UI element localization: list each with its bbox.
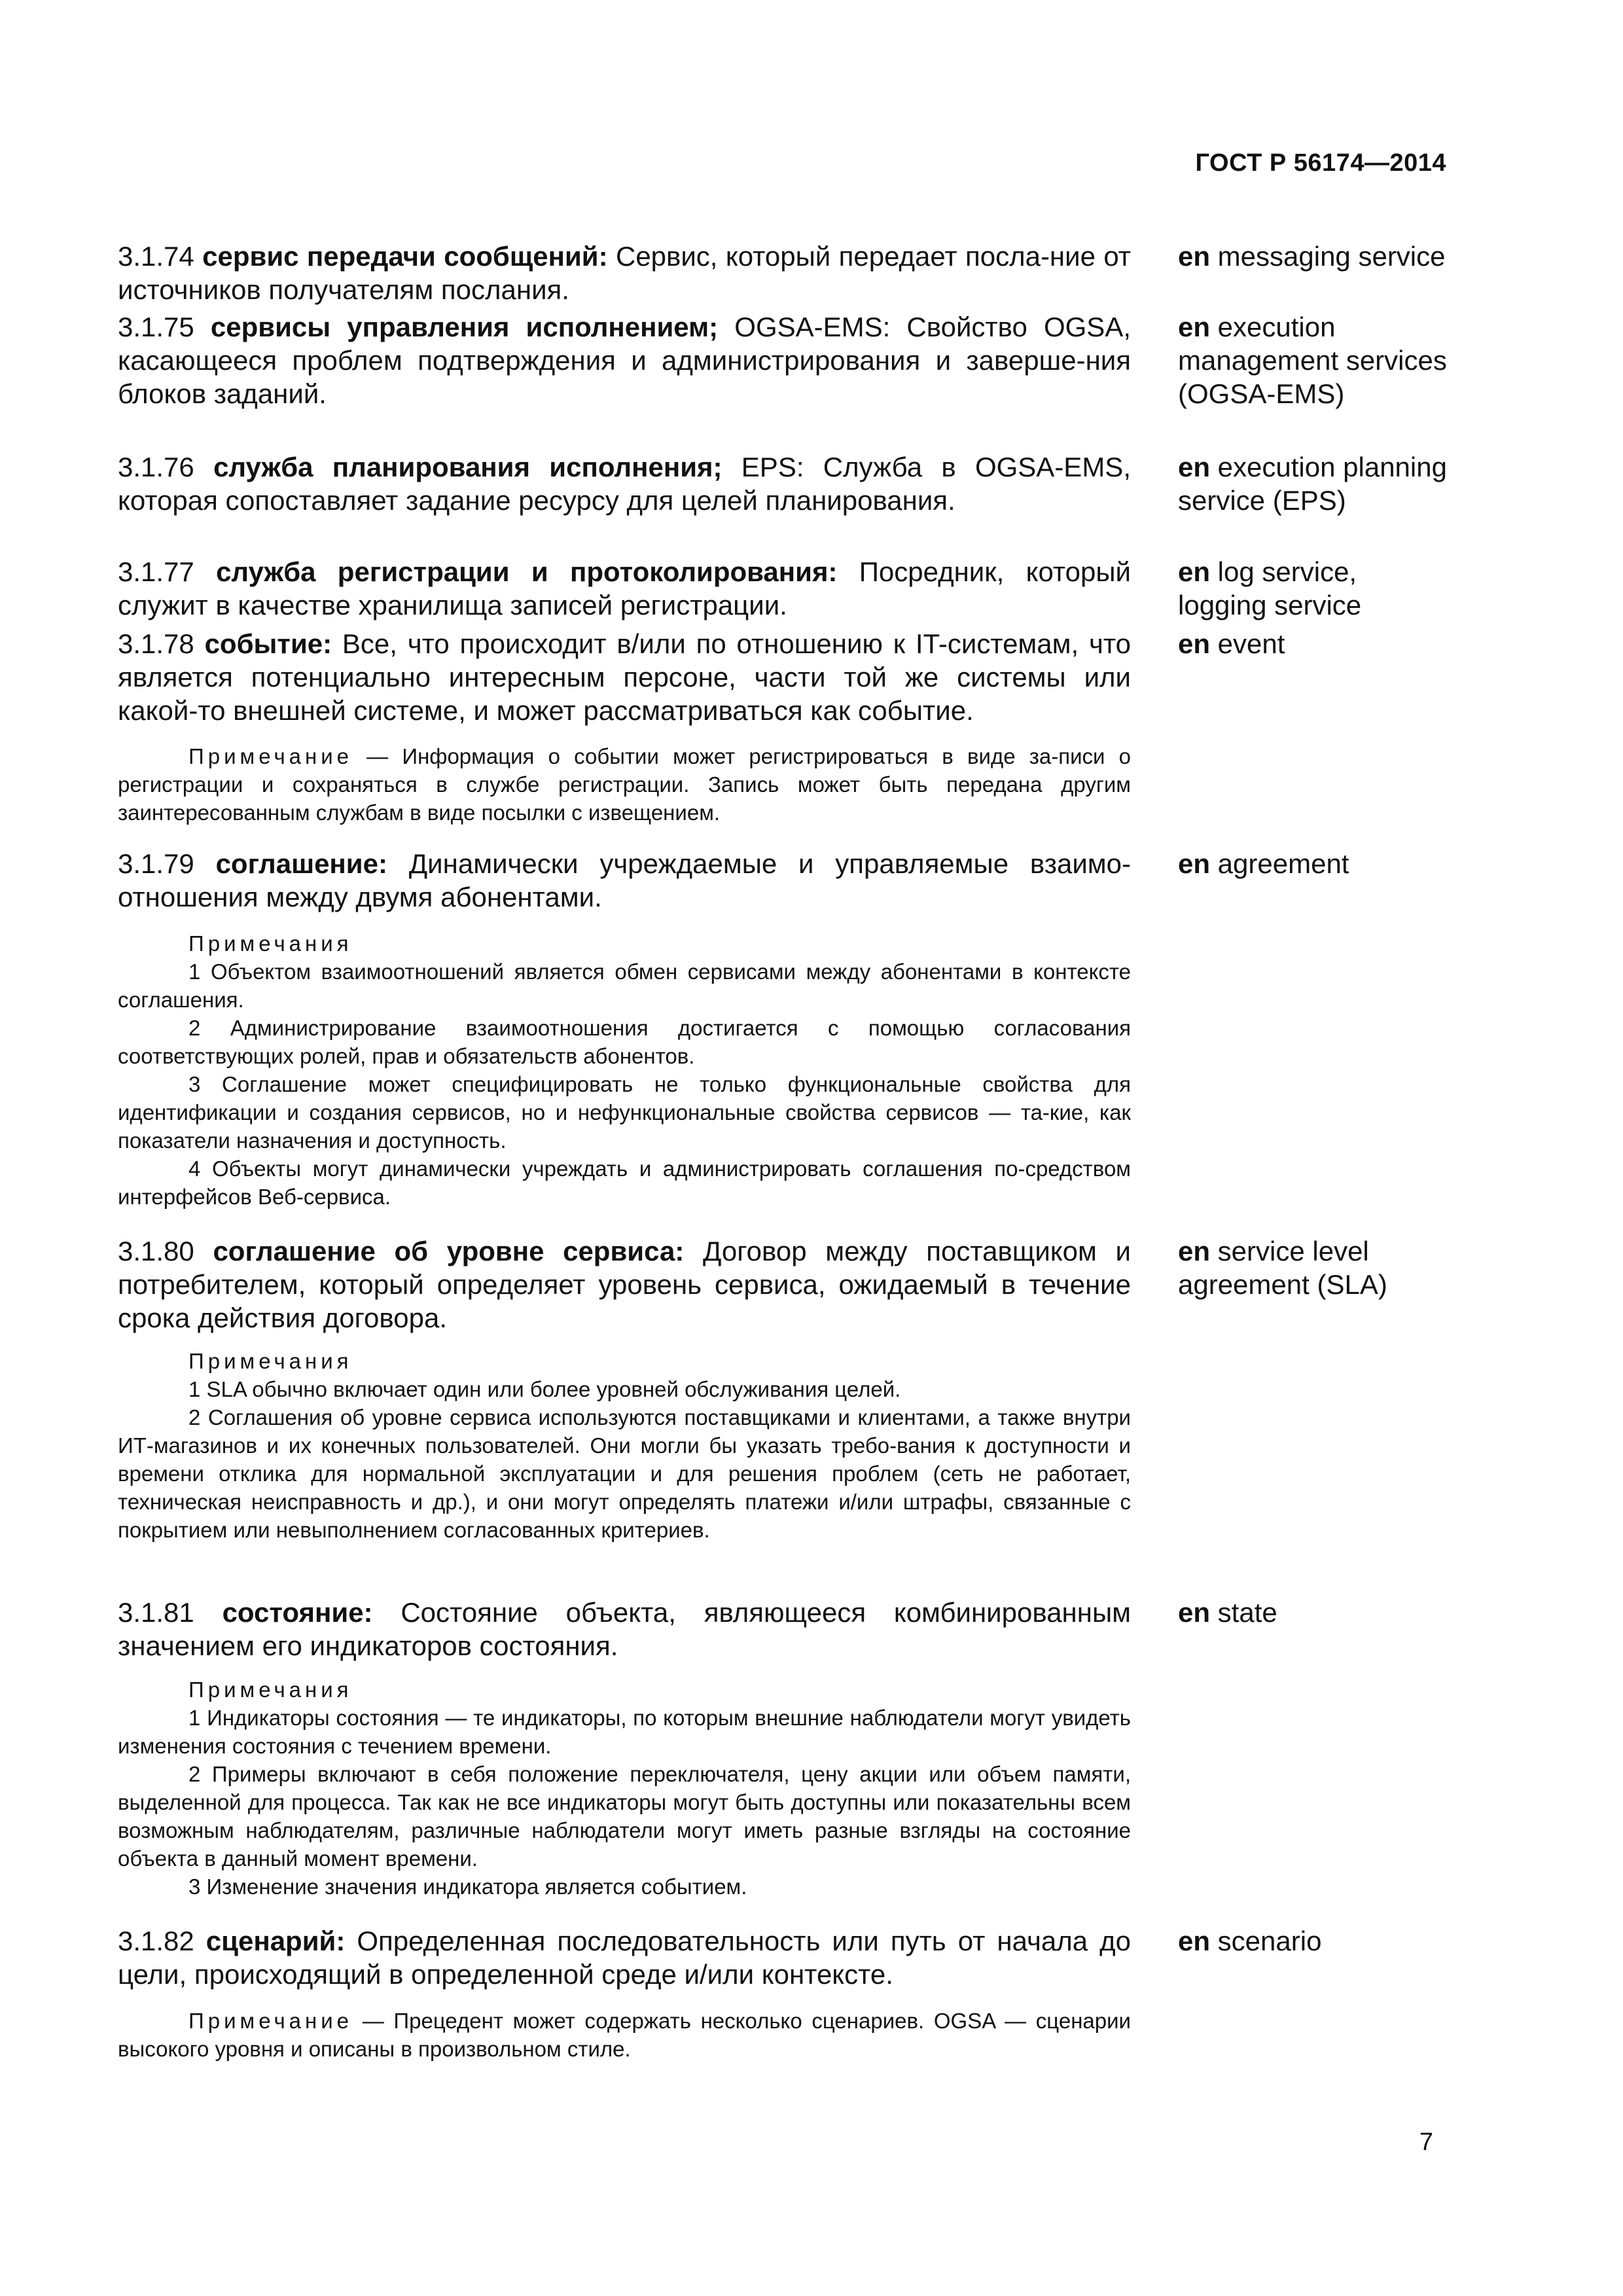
english-equivalent: en event — [1178, 628, 1285, 659]
note-3-1-79 — [118, 929, 1131, 1211]
term-definition: 3.1.77 служба регистрации и протоколирования: Посредник, который служит в качестве хранилища записей регистрации. — [118, 556, 1132, 620]
note-item: 3 Соглашение может специфицировать не только функциональные свойства для идентификации и создания сервисов, но и нефункциональные свойства сервисов — та-кие, как показатели назначения и доступность. — [118, 1072, 1131, 1153]
term-name: служба регистрации и протоколирования: — [216, 556, 838, 587]
english-equivalent: en scenario — [1178, 1926, 1322, 1956]
term-definition: 3.1.81 состояние: Состояние объекта, являющееся комбинированным значением его индикаторов состояния. — [118, 1597, 1132, 1661]
note-label: Примечания — [188, 1677, 353, 1702]
note-label: Примечания — [188, 931, 353, 956]
note-item: 2 Администрирование взаимоотношения достигается с помощью согласования соответствующих ролей, прав и обязательств абонентов. — [118, 1016, 1131, 1068]
term-definition: 3.1.75 сервисы управления исполнением; OGSA-EMS: Свойство OGSA, касающееся проблем подтверждения и администрирования и заверше-ния блоков заданий. — [118, 312, 1132, 409]
term-entry-3-1-74 — [118, 240, 1446, 306]
english-equivalent: en execution planning service (EPS) — [1178, 452, 1447, 516]
english-equivalent: en execution management services (OGSA-EMS) — [1178, 312, 1447, 409]
term-definition: 3.1.74 сервис передачи сообщений: Сервис, который передает посла-ние от источников получателям послания. — [118, 241, 1131, 305]
english-equivalent: en messaging service — [1178, 241, 1446, 272]
term-definition: 3.1.80 соглашение об уровне сервиса: Договор между поставщиком и потребителем, который определяет уровень сервиса, ожидаемый в течение срока действия договора. — [118, 1236, 1132, 1333]
term-name: сервисы управления исполнением; — [210, 312, 719, 342]
note-item: 2 Соглашения об уровне сервиса используются поставщиками и клиентами, а также внутри ИТ-магазинов и их конечных пользователей. Они могли бы указать требо-вания к доступности и времени отклика для нормальной эксплуатации и для решения проблем (сеть не работает, техническая неисправность и др.), и они могут определять платежи и/или штрафы, связанные с покрытием или невыполнением согласованных критериев. — [118, 1405, 1131, 1542]
term-definition: 3.1.82 сценарий: Определенная последовательность или путь от начала до цели, происходящий в определенной среде и/или контексте. — [118, 1926, 1131, 1990]
note-item: 1 SLA обычно включает один или более уровней обслуживания целей. — [188, 1377, 901, 1401]
term-name: соглашение: — [215, 848, 387, 879]
term-definition: 3.1.79 соглашение: Динамически учреждаемые и управляемые взаимо-отношения между двумя абонентами. — [118, 848, 1131, 912]
note-3-1-81 — [118, 1676, 1131, 1901]
english-equivalent: en agreement — [1178, 848, 1349, 879]
note-item: 1 Индикаторы состояния — те индикаторы, по которым внешние наблюдатели могут увидеть изменения состояния с течением времени. — [118, 1706, 1131, 1758]
note-3-1-80 — [118, 1347, 1131, 1544]
term-definition: 3.1.76 служба планирования исполнения; EPS: Служба в OGSA-EMS, которая сопоставляет задание ресурсу для целей планирования. — [118, 452, 1131, 516]
page-number: 7 — [1419, 2128, 1433, 2156]
note-item: 4 Объекты могут динамически учреждать и администрировать соглашения по-средством интерфейсов Веб-сервиса. — [118, 1157, 1131, 1209]
english-equivalent: en log service, logging service — [1178, 556, 1362, 620]
note-3-1-82: Примечание — Прецедент может содержать несколько сценариев. OGSA — сценарии высокого уровня и описаны в произвольном стиле. — [118, 2009, 1131, 2061]
term-entry-3-1-78 — [118, 627, 1446, 727]
term-name: служба планирования исполнения; — [213, 452, 722, 482]
term-definition: 3.1.78 событие: Все, что происходит в/или по отношению к IT-системам, что является потенциально интересным персоне, части той же системы или какой-то внешней системе, и может рассматриваться как событие. — [118, 628, 1132, 726]
english-equivalent: en state — [1178, 1597, 1277, 1628]
term-name: состояние: — [222, 1597, 373, 1628]
english-equivalent: en service level agreement (SLA) — [1178, 1236, 1387, 1300]
term-name: соглашение об уровне сервиса: — [213, 1236, 685, 1266]
term-entry-3-1-81 — [118, 1596, 1446, 1662]
term-name: событие: — [204, 628, 332, 659]
term-entry-3-1-77 — [118, 555, 1446, 622]
note-label: Примечание — [188, 2009, 353, 2033]
term-entry-3-1-79 — [118, 847, 1446, 914]
term-name: сервис передачи сообщений: — [202, 241, 608, 272]
term-name: сценарий: — [205, 1926, 346, 1956]
document-header: ГОСТ Р 56174—2014 — [1195, 149, 1446, 177]
term-entry-3-1-80 — [118, 1234, 1446, 1335]
term-entry-3-1-76 — [118, 450, 1446, 517]
note-item: 2 Примеры включают в себя положение переключателя, цену акции или объем памяти, выделенной для процесса. Так как не все индикаторы могут быть доступны или показательны всем возможным наблюдателям, различные наблюдатели могут иметь разные взгляды на состояние объекта в данный момент времени. — [118, 1762, 1131, 1871]
term-entry-3-1-75 — [118, 310, 1446, 410]
note-label: Примечание — [188, 744, 353, 768]
note-3-1-78: Примечание — Информация о событии может регистрироваться в виде за-писи о регистрации и сохраняться в службе регистрации. Запись может быть передана другим заинтересованным службам в виде посылки с извещением. — [118, 744, 1131, 825]
note-label: Примечания — [188, 1349, 353, 1373]
note-item: 1 Объектом взаимоотношений является обмен сервисами между абонентами в контексте соглашения. — [118, 960, 1131, 1012]
term-entry-3-1-82 — [118, 1924, 1446, 1991]
note-item: 3 Изменение значения индикатора является событием. — [188, 1874, 747, 1899]
